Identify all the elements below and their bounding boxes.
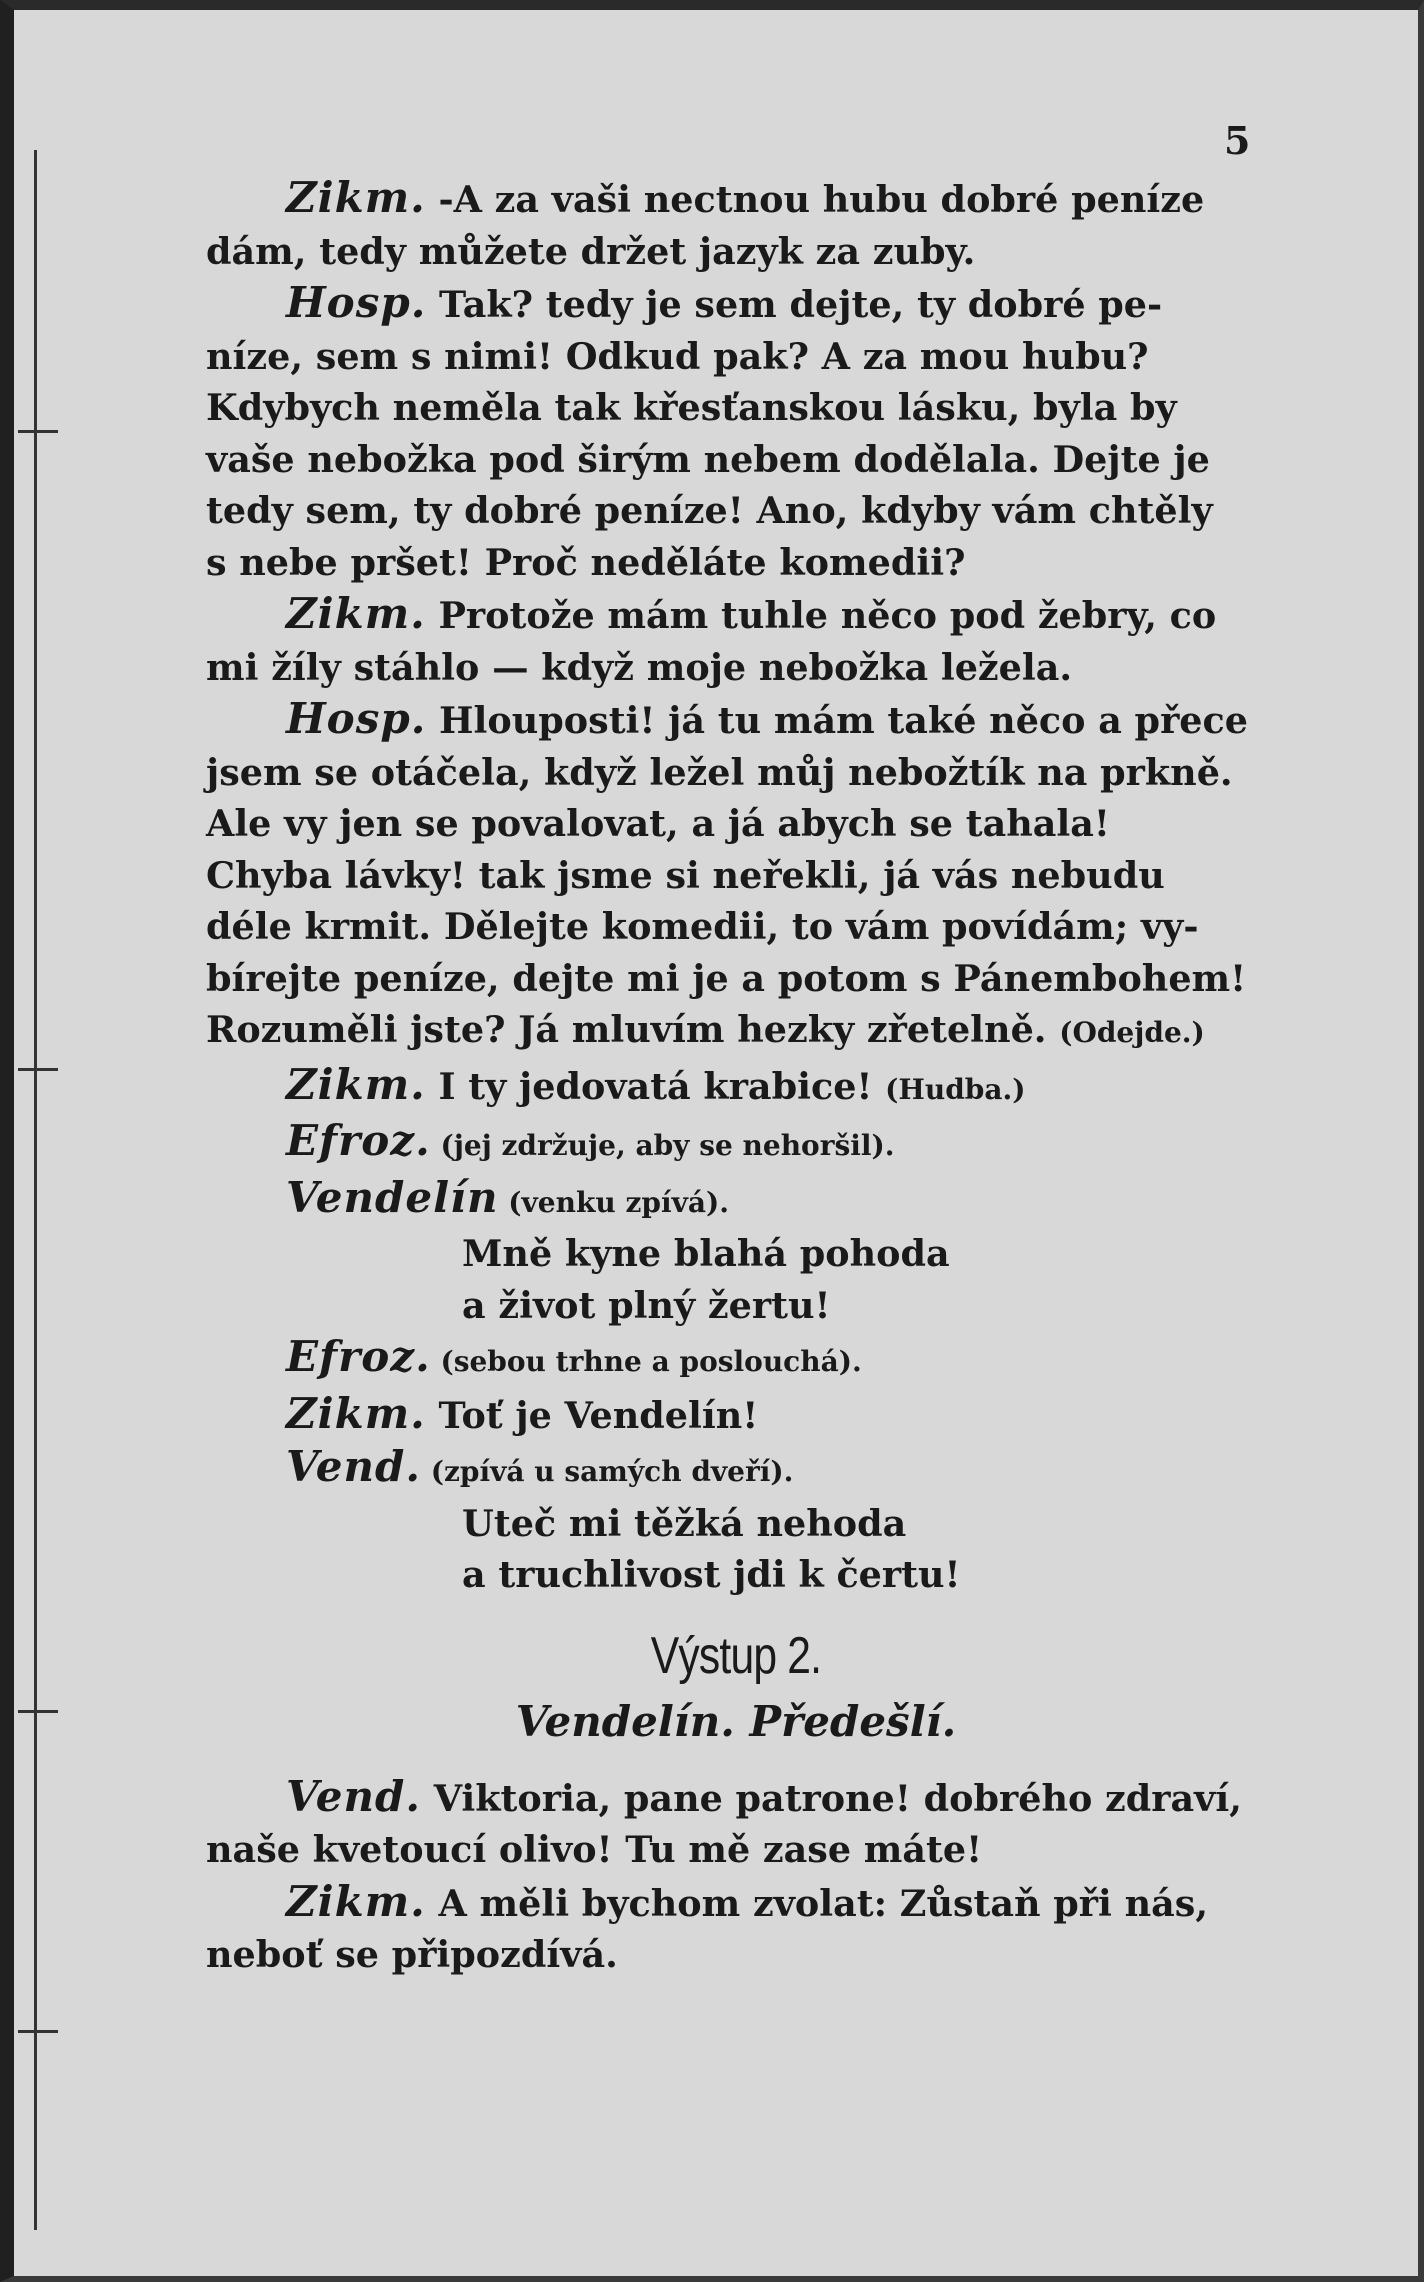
stage-direction: (zpívá u samých dveří). <box>420 1455 794 1488</box>
line-text: Protože mám tuhle něco pod žebry, co <box>425 594 1217 637</box>
text-line: tedy sem, ty dobré peníze! Ano, kdyby vám chtěly <box>206 489 1213 532</box>
text-line <box>206 1441 1266 1498</box>
verse-line: Mně kyne blahá pohoda <box>462 1232 950 1275</box>
line-text: Rozuměli jste? Já mluvím hezky zřetelně. <box>206 1008 1060 1051</box>
speaker-name: Efroz. <box>286 1332 431 1381</box>
text-line <box>206 1771 1266 1825</box>
line-text: Toť je Vendelín! <box>425 1393 759 1437</box>
speaker-name: Efroz. <box>286 1116 431 1165</box>
speaker-name: Zikm. <box>286 173 426 222</box>
line-text: Hlouposti! já tu mám také něco a přece <box>426 699 1248 742</box>
text-line: mi žíly stáhlo — když moje nebožka ležela. <box>206 645 1073 689</box>
text-line <box>206 172 1266 226</box>
stage-direction: (sebou trhne a poslouchá). <box>430 1345 862 1378</box>
speaker-name: Zikm. <box>286 1059 426 1109</box>
speaker-name: Vend. <box>286 1771 421 1821</box>
page-text <box>206 172 1266 1981</box>
line-text: A měli bychom zvolat: Zůstaň při nás, <box>425 1881 1209 1925</box>
text-line <box>206 1388 1266 1442</box>
binding-mark <box>18 2030 58 2033</box>
text-line: Chyba lávky! tak jsme si neřekli, já vás nebudu <box>206 853 1165 897</box>
text-line: Ale vy jen se povalovat, a já abych se tahala! <box>206 802 1110 845</box>
scene-heading: Výstup 2. <box>650 1626 822 1685</box>
text-line: dám, tedy můžete držet jazyk za zuby. <box>206 229 976 273</box>
verse-line: a truchlivost jdi k čertu! <box>462 1553 961 1596</box>
speaker-name: Hosp. <box>286 694 427 743</box>
speaker-name: Zikm. <box>286 1388 426 1438</box>
text-line <box>206 693 1266 747</box>
line-text: I ty jedovatá krabice! <box>425 1064 886 1108</box>
text-line <box>206 588 1266 642</box>
text-line: vaše nebožka pod širým nebem dodělala. Dejte je <box>206 437 1210 481</box>
page-number: 5 <box>1224 118 1251 163</box>
speaker-name: Zikm. <box>286 1876 426 1926</box>
text-line: déle krmit. Dělejte komedii, to vám povídám; vy- <box>206 905 1199 948</box>
text-line <box>206 1004 1266 1059</box>
speaker-name: Hosp. <box>286 278 427 327</box>
text-line: Kdybych neměla tak křesťanskou lásku, byla by <box>206 386 1177 429</box>
line-text: Viktoria, pane patrone! dobrého zdraví, <box>420 1776 1242 1820</box>
stage-direction: (jej zdržuje, aby se nehoršil). <box>430 1129 895 1162</box>
stage-direction: (Hudba.) <box>885 1072 1026 1106</box>
text-line: neboť se připozdívá. <box>206 1933 618 1976</box>
text-line <box>206 1331 1266 1388</box>
stage-direction: (venku zpívá). <box>498 1185 729 1219</box>
verse-line: a život plný žertu! <box>462 1283 831 1327</box>
text-line: bírejte peníze, dejte mi je a potom s Pánembohem! <box>206 956 1247 1000</box>
binding-mark <box>18 1068 58 1071</box>
text-line <box>206 1876 1266 1930</box>
speaker-name: Vend. <box>286 1442 421 1491</box>
verse-line: Uteč mi těžká nehoda <box>462 1501 907 1545</box>
text-line <box>206 277 1266 331</box>
speaker-name: Zikm. <box>286 589 426 638</box>
speaker-name: Vendelín <box>286 1172 499 1222</box>
text-line <box>206 1059 1266 1116</box>
binding-edge <box>34 150 37 2230</box>
stage-direction: (Odejde.) <box>1059 1016 1205 1049</box>
line-text: -A za vaši nectnou hubu dobré peníze <box>425 178 1205 221</box>
text-line <box>206 1172 1266 1229</box>
scene-characters: Vendelín. Předešlí. <box>515 1696 957 1746</box>
text-line: naše kvetoucí olivo! Tu mě zase máte! <box>206 1828 983 1871</box>
text-line: níze, sem s nimi! Odkud pak? A za mou hubu? <box>206 334 1149 378</box>
binding-mark <box>18 430 58 433</box>
text-line: s nebe pršet! Proč neděláte komedii? <box>206 540 966 584</box>
text-line: jsem se otáčela, když ležel můj nebožtík na prkně. <box>206 750 1233 794</box>
binding-mark <box>18 1710 58 1713</box>
text-line <box>206 1115 1266 1172</box>
line-text: Tak? tedy je sem dejte, ty dobré pe- <box>426 283 1163 326</box>
